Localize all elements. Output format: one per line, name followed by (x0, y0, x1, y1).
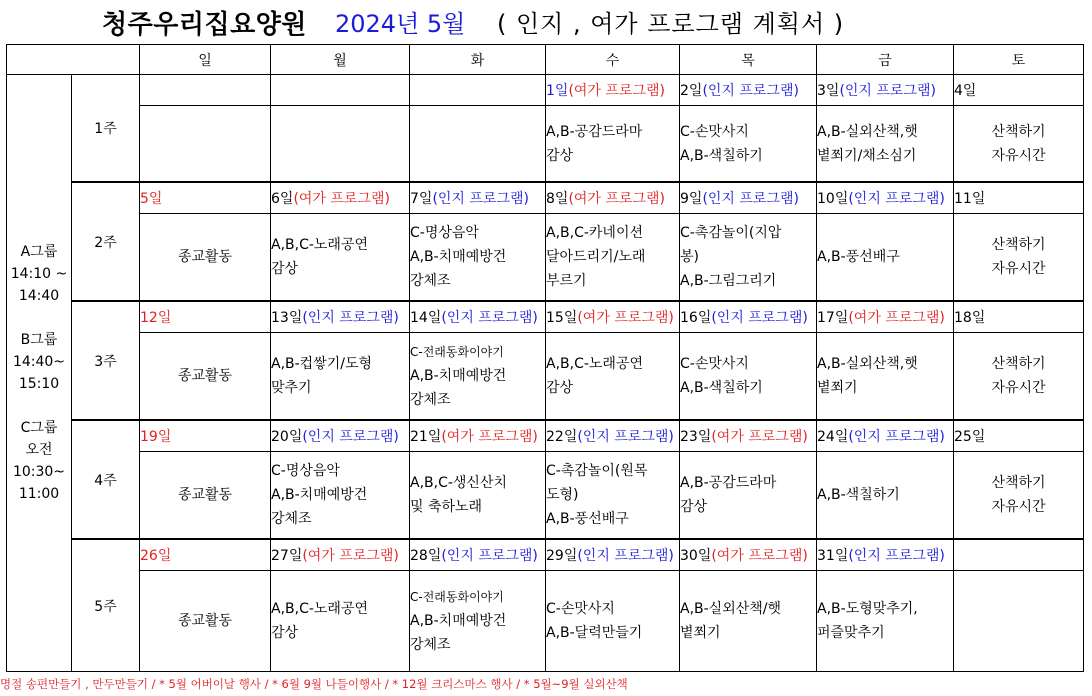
facility-name: 청주우리집요양원 (102, 10, 307, 40)
program-cell: A,B-실외산책,햇 볕쬐기/채소심기 (817, 106, 954, 183)
date-number: 10일 (817, 191, 849, 207)
date-number: 20일 (271, 429, 303, 445)
week-label: 4주 (72, 420, 140, 539)
date-cell (140, 182, 271, 214)
program-cell: A,B-색칠하기 (817, 452, 954, 540)
group-schedule-line (7, 307, 71, 329)
program-type-tag: (인지 프로그램) (848, 548, 945, 564)
program-cell: C-전래동화이야기 A,B-치매예방건 강체조 (410, 571, 546, 672)
program-cell (410, 106, 546, 183)
date-number: 23일 (680, 429, 712, 445)
program-type-tag: (인지 프로그램) (577, 548, 674, 564)
program-row (7, 452, 1084, 540)
date-cell (954, 420, 1084, 452)
date-cell (546, 539, 680, 571)
program-cell: 산책하기 자유시간 (954, 333, 1084, 421)
program-cell: A,B,C-노래공연 감상 (271, 214, 410, 302)
group-schedule-line: C그룹 (20, 420, 58, 436)
program-cell: C-명상음악 A,B-치매예방건 강체조 (271, 452, 410, 540)
program-type-tag: (여가 프로그램) (441, 429, 538, 445)
group-schedule-line: 15:10 (18, 376, 60, 392)
program-cell: A,B,C-노래공연 감상 (546, 333, 680, 421)
date-cell (954, 182, 1084, 214)
date-cell (271, 420, 410, 452)
date-row (7, 420, 1084, 452)
program-type-tag: (인지 프로그램) (432, 191, 529, 207)
program-cell: A,B,C-생신산치 및 축하노래 (410, 452, 546, 540)
program-cell: C-명상음악 A,B-치매예방건 강체조 (410, 214, 546, 302)
program-type-tag: (여가 프로그램) (711, 429, 808, 445)
date-number: 18일 (954, 310, 986, 326)
group-schedule-line: 10:30~ (12, 464, 66, 480)
program-cell: 종교활동 (140, 214, 271, 302)
date-number: 2일 (680, 83, 703, 99)
date-cell (410, 182, 546, 214)
program-type-tag: (여가 프로그램) (302, 548, 399, 564)
date-row (7, 182, 1084, 214)
program-type-tag: (인지 프로그램) (441, 310, 538, 326)
group-schedule-line: 11:00 (18, 486, 60, 502)
date-cell (271, 182, 410, 214)
group-schedule-line: A그룹 (20, 244, 58, 260)
weekday-header: 수 (546, 45, 680, 75)
plan-subtitle: ( 인지 , 여가 프로그램 계획서 ) (497, 10, 845, 38)
date-cell (817, 301, 954, 333)
date-number: 15일 (546, 310, 578, 326)
program-type-tag: (여가 프로그램) (848, 310, 945, 326)
program-cell: C-촉감놀이(지압 봉) A,B-그림그리기 (680, 214, 817, 302)
program-cell (140, 106, 271, 183)
date-number: 17일 (817, 310, 849, 326)
program-type-tag: (여가 프로그램) (568, 83, 665, 99)
date-number: 31일 (817, 548, 849, 564)
date-cell (410, 539, 546, 571)
group-schedule-line: 14:40~ (12, 354, 66, 370)
date-number: 7일 (410, 191, 433, 207)
program-type-tag: (여가 프로그램) (293, 191, 390, 207)
program-cell: 종교활동 (140, 333, 271, 421)
date-row (7, 539, 1084, 571)
program-type-tag: (인지 프로그램) (577, 429, 674, 445)
program-type-tag: (인지 프로그램) (702, 191, 799, 207)
program-type-tag: (여가 프로그램) (711, 548, 808, 564)
date-number: 27일 (271, 548, 303, 564)
date-cell (410, 75, 546, 106)
program-type-tag: (인지 프로그램) (441, 548, 538, 564)
weekday-header: 토 (954, 45, 1084, 75)
group-schedule-line: 오전 (25, 442, 53, 458)
date-number: 8일 (546, 191, 569, 207)
date-cell (680, 539, 817, 571)
group-schedule-line: 14:10 ~ (10, 266, 68, 282)
date-number: 21일 (410, 429, 442, 445)
program-row (7, 333, 1084, 421)
program-type-tag: (인지 프로그램) (848, 429, 945, 445)
date-cell (140, 420, 271, 452)
date-number: 24일 (817, 429, 849, 445)
date-cell (410, 420, 546, 452)
group-schedule-line (7, 395, 71, 417)
date-number: 14일 (410, 310, 442, 326)
program-cell: A,B,C-카네이션 달아드리기/노래 부르기 (546, 214, 680, 302)
program-type-tag: (여가 프로그램) (577, 310, 674, 326)
plan-month: 2024년 5월 (335, 10, 466, 38)
weekday-header: 화 (410, 45, 546, 75)
program-cell: C-손맛사지 A,B-색칠하기 (680, 333, 817, 421)
date-cell (954, 75, 1084, 106)
program-cell: A,B-실외산책,햇 볕쬐기 (817, 333, 954, 421)
date-cell (271, 301, 410, 333)
program-cell: C-전래동화이야기 A,B-치매예방건 강체조 (410, 333, 546, 421)
date-cell (680, 301, 817, 333)
week-label: 5주 (72, 539, 140, 672)
date-cell (140, 75, 271, 106)
date-number: 25일 (954, 429, 986, 445)
program-cell: C-손맛사지 A,B-색칠하기 (680, 106, 817, 183)
date-cell (817, 75, 954, 106)
program-type-tag: (인지 프로그램) (302, 429, 399, 445)
weekday-header: 월 (271, 45, 410, 75)
date-cell (140, 539, 271, 571)
program-cell: A,B-도형맞추기, 퍼즐맞추기 (817, 571, 954, 672)
program-row (7, 106, 1084, 183)
date-cell (546, 75, 680, 106)
date-cell (271, 539, 410, 571)
date-cell (546, 182, 680, 214)
date-number: 9일 (680, 191, 703, 207)
date-number: 22일 (546, 429, 578, 445)
date-cell (954, 539, 1084, 571)
annual-events-note: 명절 송편만들기 , 만두만들기 / * 5월 어버이날 행사 / * 6월 9월 나들이행사 / * 12월 크리스마스 행사 / * 5월~9월 실외산책 (0, 677, 628, 691)
date-cell (680, 75, 817, 106)
date-cell (410, 301, 546, 333)
program-row (7, 214, 1084, 302)
date-cell (817, 420, 954, 452)
date-number: 12일 (140, 310, 172, 326)
program-type-tag: (인지 프로그램) (702, 83, 799, 99)
group-schedule-cell (7, 75, 72, 672)
date-number: 26일 (140, 548, 172, 564)
date-number: 4일 (954, 83, 977, 99)
program-cell: 종교활동 (140, 452, 271, 540)
program-cell: C-손맛사지 A,B-달력만들기 (546, 571, 680, 672)
program-cell (954, 571, 1084, 672)
date-cell (546, 420, 680, 452)
date-number: 19일 (140, 429, 172, 445)
program-cell: A,B-풍선배구 (817, 214, 954, 302)
date-number: 3일 (817, 83, 840, 99)
program-row (7, 571, 1084, 672)
program-type-tag: (인지 프로그램) (848, 191, 945, 207)
program-cell: C-촉감놀이(원목 도형) A,B-풍선배구 (546, 452, 680, 540)
date-cell (817, 182, 954, 214)
date-number: 30일 (680, 548, 712, 564)
group-schedule-line: 14:40 (18, 288, 60, 304)
weekday-header: 일 (140, 45, 271, 75)
date-number: 5일 (140, 191, 163, 207)
date-number: 16일 (680, 310, 712, 326)
program-cell: A,B-공감드라마 감상 (546, 106, 680, 183)
program-type-tag: (인지 프로그램) (302, 310, 399, 326)
document-title (0, 0, 1092, 42)
program-cell (271, 106, 410, 183)
date-cell (271, 75, 410, 106)
weekday-header: 목 (680, 45, 817, 75)
group-schedule-line: B그룹 (20, 332, 58, 348)
program-cell: 종교활동 (140, 571, 271, 672)
weekday-header: 금 (817, 45, 954, 75)
weekday-header-row (7, 45, 1084, 75)
program-cell: A,B-실외산책/햇 볕쬐기 (680, 571, 817, 672)
program-cell: 산책하기 자유시간 (954, 214, 1084, 302)
program-type-tag: (여가 프로그램) (568, 191, 665, 207)
date-number: 28일 (410, 548, 442, 564)
program-cell: A,B,C-노래공연 감상 (271, 571, 410, 672)
program-cell: A,B-공감드라마 감상 (680, 452, 817, 540)
program-cell: A,B-컵쌓기/도형 맞추기 (271, 333, 410, 421)
date-cell (140, 301, 271, 333)
program-type-tag: (인지 프로그램) (839, 83, 936, 99)
date-number: 1일 (546, 83, 569, 99)
program-cell: 산책하기 자유시간 (954, 452, 1084, 540)
week-label: 1주 (72, 75, 140, 183)
program-cell: 산책하기 자유시간 (954, 106, 1084, 183)
date-number: 29일 (546, 548, 578, 564)
week-label: 3주 (72, 301, 140, 420)
date-cell (954, 301, 1084, 333)
date-number: 13일 (271, 310, 303, 326)
date-cell (817, 539, 954, 571)
date-cell (680, 182, 817, 214)
date-number: 6일 (271, 191, 294, 207)
program-type-tag: (인지 프로그램) (711, 310, 808, 326)
date-cell (680, 420, 817, 452)
date-cell (546, 301, 680, 333)
header-corner (7, 45, 140, 75)
date-row (7, 301, 1084, 333)
date-row (7, 75, 1084, 106)
program-calendar-table (6, 44, 1084, 672)
week-label: 2주 (72, 182, 140, 301)
date-number: 11일 (954, 191, 986, 207)
